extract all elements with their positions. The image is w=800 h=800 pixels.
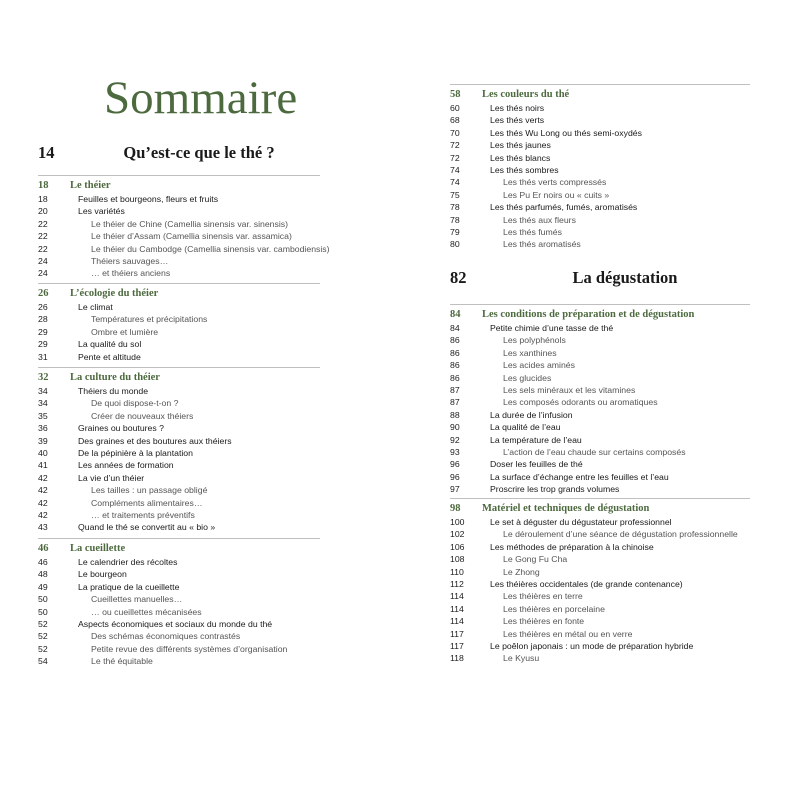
toc-entry [450,152,750,164]
entry-title: Théiers sauvages… [91,255,169,266]
section-page-number: 98 [450,503,461,514]
entry-page-number: 41 [38,460,48,471]
entry-title: Le bourgeon [78,569,127,580]
entry-page-number: 48 [38,569,48,580]
entry-title: Les acides aminés [503,360,575,371]
entry-page-number: 46 [38,557,48,567]
toc-entry [38,630,320,642]
entry-page-number: 74 [450,164,460,175]
entry-title: Le déroulement d’une séance de dégustation professionnelle [503,529,738,540]
chapter-title: Qu’est-ce que le thé ? [123,143,275,162]
entry-title: Les méthodes de préparation à la chinoise [490,541,654,552]
section-page-number: 26 [38,288,49,299]
entry-title: De quoi dispose-t-on ? [91,398,179,409]
section-divider [38,538,320,539]
toc-entry [38,338,320,350]
section-heading [450,88,750,102]
toc-entry [38,447,320,459]
entry-title: Les variétés [78,206,125,217]
entry-page-number: 72 [450,140,460,151]
toc-entry [450,347,750,359]
toc-entry [38,230,320,242]
entry-title: Les tailles : un passage obligé [91,485,208,496]
entry-page-number: 114 [450,591,464,602]
section-title: Le théier [70,180,111,191]
toc-entry [38,459,320,471]
chapter-heading [450,268,750,290]
entry-page-number: 34 [38,398,48,409]
entry-title: Le Zhong [503,566,540,577]
toc-entry [450,201,750,213]
toc-entry [450,409,750,421]
section-title: Les couleurs du thé [482,89,570,100]
entry-page-number: 34 [38,386,48,396]
entry-title: Les thés parfumés, fumés, aromatisés [490,202,638,213]
toc-section [450,88,750,251]
entry-page-number: 108 [450,554,465,565]
chapter-title: La dégustation [572,268,678,287]
section-title: La culture du théier [70,372,160,383]
toc-entry [450,603,750,615]
entry-title: … et traitements préventifs [91,509,195,520]
toc-section [450,308,750,495]
entry-page-number: 78 [450,214,460,225]
toc-entry [38,255,320,267]
entry-page-number: 87 [450,384,460,395]
entry-page-number: 75 [450,189,460,200]
section-page-number: 84 [450,309,461,320]
section-divider [38,175,320,176]
entry-title: Les théières occidentales (de grande contenance) [490,578,683,589]
entry-page-number: 88 [450,409,460,420]
toc-entry [450,359,750,371]
entry-page-number: 97 [450,484,460,495]
toc-entry [38,422,320,434]
toc-entry [450,334,750,346]
toc-entry [38,267,320,279]
toc-entry [450,566,750,578]
entry-title: Des schémas économiques contrastés [91,631,241,642]
entry-page-number: 70 [450,127,460,138]
toc-entry [38,218,320,230]
toc-entry [38,435,320,447]
entry-title: Le calendrier des récoltes [78,557,178,567]
toc-entry [450,471,750,483]
entry-page-number: 86 [450,372,460,383]
section-heading [38,371,320,385]
entry-page-number: 39 [38,435,48,446]
entry-title: Le poêlon japonais : un mode de préparation hybride [490,640,694,651]
toc-entry [450,214,750,226]
toc-entry [38,193,320,205]
entry-title: Proscrire les trop grands volumes [490,484,620,495]
entry-title: Les théières en terre [503,591,583,602]
toc-entry [38,593,320,605]
toc-entry [450,139,750,151]
toc-entry [450,372,750,384]
toc-entry [450,434,750,446]
section-title: Matériel et techniques de dégustation [482,503,650,514]
section-heading [450,502,750,516]
entry-title: Les thés jaunes [490,140,551,151]
toc-entry [450,127,750,139]
toc-entry [38,655,320,667]
entry-title: Doser les feuilles de thé [490,459,583,470]
toc-entry [450,396,750,408]
entry-title: La qualité de l’eau [490,422,561,433]
entry-title: La surface d’échange entre les feuilles et l’eau [490,471,669,482]
section-title: L’écologie du théier [70,288,159,299]
entry-title: Les théières en métal ou en verre [503,628,633,639]
entry-page-number: 118 [450,653,464,664]
toc-entry [450,541,750,553]
entry-title: Les thés fumés [503,226,562,237]
entry-title: La température de l’eau [490,434,582,445]
entry-page-number: 106 [450,541,465,552]
entry-title: … ou cueillettes mécanisées [91,606,202,617]
toc-section [38,179,330,280]
section-divider [450,304,750,305]
entry-page-number: 42 [38,497,48,508]
entry-title: Créer de nouveaux théiers [91,410,194,421]
section-heading [38,179,320,193]
entry-title: Compléments alimentaires… [91,497,203,508]
entry-title: Les Pu Er noirs ou « cuits » [503,189,610,200]
toc-entry-list [450,516,750,665]
entry-title: Petite chimie d’une tasse de thé [490,323,614,333]
toc-entry [450,628,750,640]
entry-page-number: 52 [38,643,48,654]
toc-entry [38,301,320,313]
entry-page-number: 50 [38,606,48,617]
entry-title: Le théier d’Assam (Camellia sinensis var. assamica) [91,231,292,242]
toc-entry [450,189,750,201]
entry-page-number: 96 [450,459,460,470]
entry-page-number: 112 [450,578,464,589]
entry-title: Les thés sombres [490,164,559,175]
entry-page-number: 42 [38,472,48,483]
toc-entry [38,509,320,521]
entry-page-number: 68 [450,115,460,126]
entry-title: Les théières en porcelaine [503,603,605,614]
toc-entry [450,615,750,627]
entry-title: Le set à déguster du dégustateur professionnel [490,517,672,527]
entry-title: Températures et précipitations [91,314,208,325]
entry-page-number: 117 [450,628,464,639]
toc-entry [38,313,320,325]
entry-page-number: 110 [450,566,464,577]
entry-page-number: 100 [450,517,465,527]
toc-entry [38,643,320,655]
entry-page-number: 84 [450,323,460,333]
entry-page-number: 54 [38,656,48,667]
toc-entry [38,326,320,338]
entry-title: De la pépinière à la plantation [78,447,193,458]
entry-title: Cueillettes manuelles… [91,594,183,605]
toc-entry [450,516,750,528]
entry-title: Graines ou boutures ? [78,423,164,434]
entry-page-number: 114 [450,616,464,627]
entry-page-number: 52 [38,618,48,629]
entry-page-number: 29 [38,339,48,350]
entry-title: Théiers du monde [78,386,149,396]
entry-title: La qualité du sol [78,339,142,350]
toc-entry [450,176,750,188]
section-title: La cueillette [70,543,126,554]
entry-title: Les xanthines [503,347,557,358]
chapter-page-number: 14 [38,143,55,162]
toc-entry [38,581,320,593]
entry-title: L’action de l’eau chaude sur certains composés [503,446,686,457]
entry-title: Les thés aux fleurs [503,214,576,225]
toc-entry [450,458,750,470]
entry-title: Le Kyusu [503,653,540,664]
chapter-page-number: 82 [450,268,467,287]
entry-page-number: 86 [450,335,460,346]
entry-page-number: 92 [450,434,460,445]
toc-entry [38,410,320,422]
entry-title: Le théier du Cambodge (Camellia sinensis var. cambodiensis) [91,243,330,254]
entry-page-number: 40 [38,447,48,458]
toc-entry [38,351,320,363]
toc-section [38,371,320,534]
toc-entry [450,226,750,238]
entry-page-number: 93 [450,446,460,457]
toc-entry [450,384,750,396]
entry-title: Les thés noirs [490,103,545,113]
section-divider [450,498,750,499]
toc-entry [450,483,750,495]
toc-entry [38,568,320,580]
section-divider [450,84,750,85]
toc-entry [450,102,750,114]
entry-page-number: 42 [38,485,48,496]
entry-page-number: 80 [450,239,460,250]
entry-title: Des graines et des boutures aux théiers [78,435,232,446]
entry-page-number: 36 [38,423,48,434]
section-divider [38,283,320,284]
entry-title: Les sels minéraux et les vitamines [503,384,636,395]
entry-page-number: 102 [450,529,465,540]
toc-entry [450,590,750,602]
entry-title: … et théiers anciens [91,268,171,279]
toc-entry [450,322,750,334]
toc-entry [38,497,320,509]
entry-title: Le Gong Fu Cha [503,554,568,565]
entry-page-number: 28 [38,314,48,325]
toc-entry-list [38,301,320,363]
toc-entry [450,652,750,664]
entry-title: La pratique de la cueillette [78,581,180,592]
entry-title: Feuilles et bourgeons, fleurs et fruits [78,194,219,204]
entry-page-number: 24 [38,268,48,279]
entry-page-number: 52 [38,631,48,642]
entry-page-number: 90 [450,422,460,433]
toc-entry [450,578,750,590]
toc-entry [38,243,330,255]
entry-title: Pente et altitude [78,351,141,362]
toc-entry-list [450,322,750,495]
section-heading [38,287,320,301]
entry-page-number: 50 [38,594,48,605]
toc-entry [450,528,750,540]
entry-title: La durée de l’infusion [490,409,573,420]
toc-entry [38,205,320,217]
toc-entry [450,553,750,565]
entry-page-number: 43 [38,522,48,533]
entry-page-number: 78 [450,202,460,213]
entry-page-number: 60 [450,103,460,113]
toc-entry [38,397,320,409]
toc-entry [450,446,750,458]
entry-title: Les glucides [503,372,552,383]
toc-entry [38,472,320,484]
entry-page-number: 26 [38,302,48,312]
entry-page-number: 96 [450,471,460,482]
entry-title: Les thés verts compressés [503,177,607,188]
entry-page-number: 42 [38,509,48,520]
section-page-number: 32 [38,372,49,383]
toc-entry [38,521,320,533]
entry-page-number: 49 [38,581,48,592]
entry-title: Les thés verts [490,115,545,126]
entry-page-number: 18 [38,194,48,204]
section-divider [38,367,320,368]
section-page-number: 46 [38,543,49,554]
toc-entry [450,238,750,250]
entry-page-number: 35 [38,410,48,421]
toc-entry-list [38,193,330,280]
toc-entry-list [450,102,750,251]
entry-page-number: 72 [450,152,460,163]
entry-title: Ombre et lumière [91,326,159,337]
entry-title: Quand le thé se convertit au « bio » [78,522,216,533]
entry-page-number: 79 [450,226,460,237]
entry-title: Aspects économiques et sociaux du monde du thé [78,618,273,629]
entry-title: Les années de formation [78,460,174,471]
entry-title: La vie d’un théier [78,472,145,483]
entry-title: Le théier de Chine (Camellia sinensis var. sinensis) [91,218,289,229]
entry-title: Les thés blancs [490,152,551,163]
toc-entry [38,556,320,568]
toc-section [38,287,320,363]
entry-title: Les théières en fonte [503,616,585,627]
entry-page-number: 114 [450,603,464,614]
toc-entry-list [38,385,320,534]
toc-entry [38,618,320,630]
entry-page-number: 74 [450,177,460,188]
toc-entry-list [38,556,320,668]
toc-entry [450,421,750,433]
section-page-number: 58 [450,89,461,100]
toc-entry [450,164,750,176]
entry-page-number: 22 [38,231,48,242]
section-page-number: 18 [38,180,49,191]
entry-page-number: 87 [450,397,460,408]
entry-title: Les polyphénols [503,335,566,346]
toc-entry [38,606,320,618]
entry-title: Le thé équitable [91,656,153,667]
entry-page-number: 29 [38,326,48,337]
entry-page-number: 117 [450,640,464,651]
page-title: Sommaire [104,72,298,124]
entry-page-number: 86 [450,360,460,371]
toc-entry [450,114,750,126]
entry-title: Petite revue des différents systèmes d’organisation [91,643,288,654]
section-title: Les conditions de préparation et de dégustation [482,309,695,320]
toc-section [38,542,320,668]
entry-title: Le climat [78,302,113,312]
toc-entry [38,385,320,397]
entry-title: Les composés odorants ou aromatiques [503,397,658,408]
chapter-heading [38,143,320,165]
entry-page-number: 22 [38,218,48,229]
section-heading [450,308,750,322]
entry-page-number: 24 [38,255,48,266]
entry-title: Les thés aromatisés [503,239,581,250]
section-heading [38,542,320,556]
toc-entry [450,640,750,652]
entry-page-number: 22 [38,243,48,254]
toc-entry [38,484,320,496]
entry-page-number: 20 [38,206,48,217]
entry-title: Les thés Wu Long ou thés semi-oxydés [490,127,642,138]
entry-page-number: 31 [38,351,48,362]
entry-page-number: 86 [450,347,460,358]
toc-section [450,502,750,665]
